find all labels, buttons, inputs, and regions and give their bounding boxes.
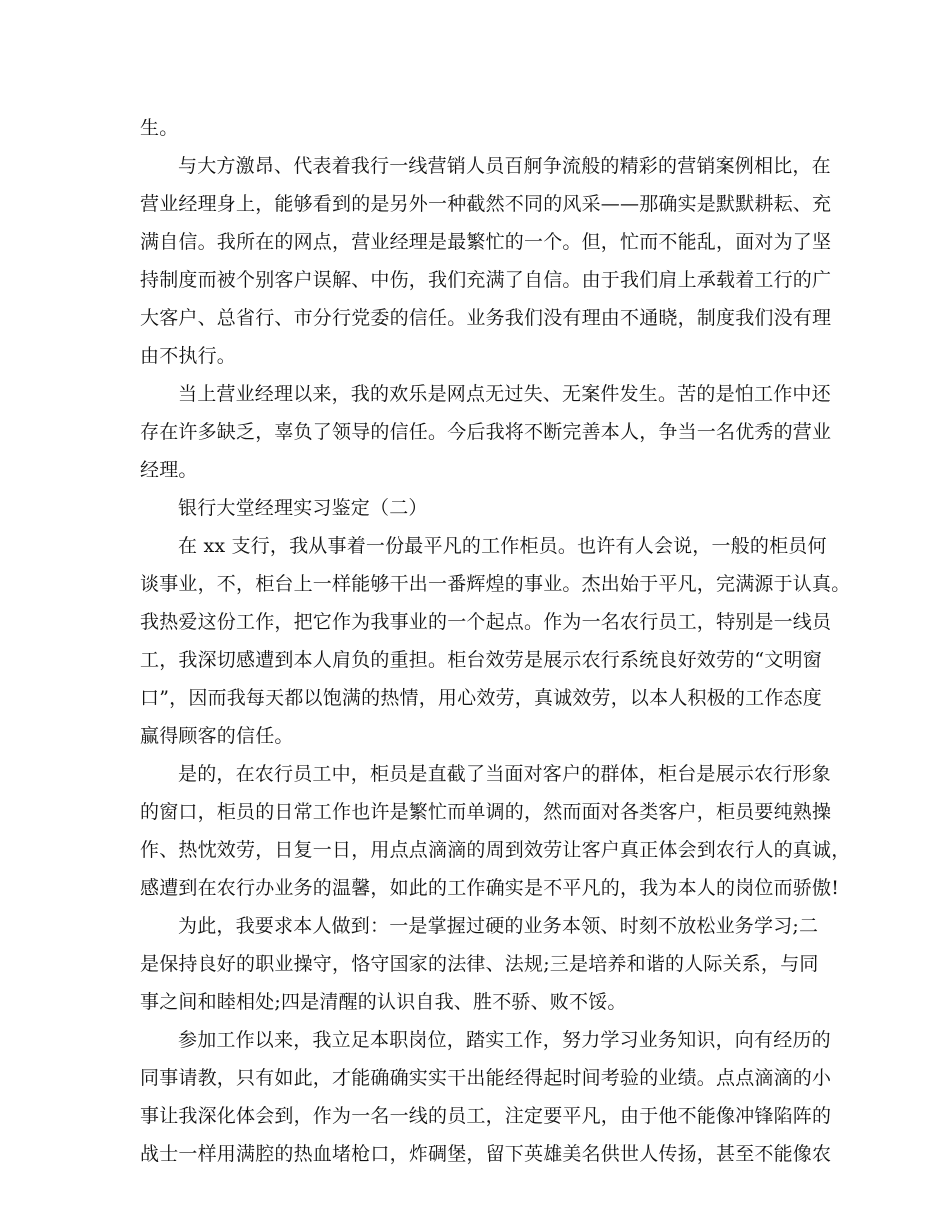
text-line: 由不执行。 [140, 345, 237, 367]
text-line: 当上营业经理以来，我的欢乐是网点无过失、无案件发生。苦的是怕工作中还 [178, 383, 831, 405]
text-line: 是保持良好的职业操守，恪守国家的法律、法规;三是培养和谐的人际关系，与同 [140, 953, 819, 975]
text-line: 为此，我要求本人做到：一是掌握过硬的业务本领、时刻不放松业务学习;二 [178, 915, 819, 937]
text-line: 是的，在农行员工中，柜员是直截了当面对客户的群体，柜台是展示农行形象 [178, 763, 831, 785]
text-line: 营业经理身上，能够看到的是另外一种截然不同的风采——那确实是默默耕耘、充 [140, 193, 832, 215]
text-line: 满自信。我所在的网点，营业经理是最繁忙的一个。但，忙而不能乱，面对为了坚 [140, 231, 832, 253]
text-line: 事让我深化体会到，作为一名一线的员工，注定要平凡，由于他不能像冲锋陷阵的 [140, 1105, 832, 1127]
text-line: 谈事业，不，柜台上一样能够干出一番辉煌的事业。杰出始于平凡，完满源于认真。 [140, 573, 851, 595]
text-line: 存在许多缺乏，辜负了领导的信任。今后我将不断完善本人，争当一名优秀的营业 [140, 421, 832, 443]
text-line: 与大方激昂、代表着我行一线营销人员百舸争流般的精彩的营销案例相比，在 [178, 155, 831, 177]
text-line: 口”，因而我每天都以饱满的热情，用心效劳，真诚效劳，以本人积极的工作态度 [140, 687, 822, 709]
section-heading: 银行大堂经理实习鉴定（二） [178, 497, 428, 519]
text-line: 工，我深切感遭到本人肩负的重担。柜台效劳是展示农行系统良好效劳的“文明窗 [140, 649, 822, 671]
text-line: 作、热忱效劳，日复一日，用点点滴滴的周到效劳让客户真正体会到农行人的真诚， [140, 839, 851, 861]
text-line: 在 xx 支行，我从事着一份最平凡的工作柜员。也许有人会说，一般的柜员何 [178, 535, 827, 557]
text-line: 同事请教，只有如此，才能确确实实干出能经得起时间考验的业绩。点点滴滴的小 [140, 1067, 832, 1089]
text-line: 事之间和睦相处;四是清醒的认识自我、胜不骄、败不馁。 [140, 991, 627, 1013]
text-line: 感遭到在农行办业务的温馨，如此的工作确实是不平凡的，我为本人的岗位而骄傲! [140, 877, 840, 899]
text-line: 我热爱这份工作，把它作为我事业的一个起点。作为一名农行员工，特别是一线员 [140, 611, 832, 633]
text-line: 生。 [140, 117, 179, 139]
text-line: 大客户、总省行、市分行党委的信任。业务我们没有理由不通晓，制度我们没有理 [140, 307, 832, 329]
text-line: 持制度而被个别客户误解、中伤，我们充满了自信。由于我们肩上承载着工行的广 [140, 269, 832, 291]
text-line: 参加工作以来，我立足本职岗位，踏实工作，努力学习业务知识，向有经历的 [178, 1029, 831, 1051]
text-line: 经理。 [140, 459, 198, 481]
text-line: 赢得顾客的信任。 [140, 725, 294, 747]
text-line: 战士一样用满腔的热血堵枪口，炸碉堡，留下英雄美名供世人传扬，甚至不能像农 [140, 1143, 832, 1165]
text-line: 的窗口，柜员的日常工作也许是繁忙而单调的，然而面对各类客户，柜员要纯熟操 [140, 801, 832, 823]
